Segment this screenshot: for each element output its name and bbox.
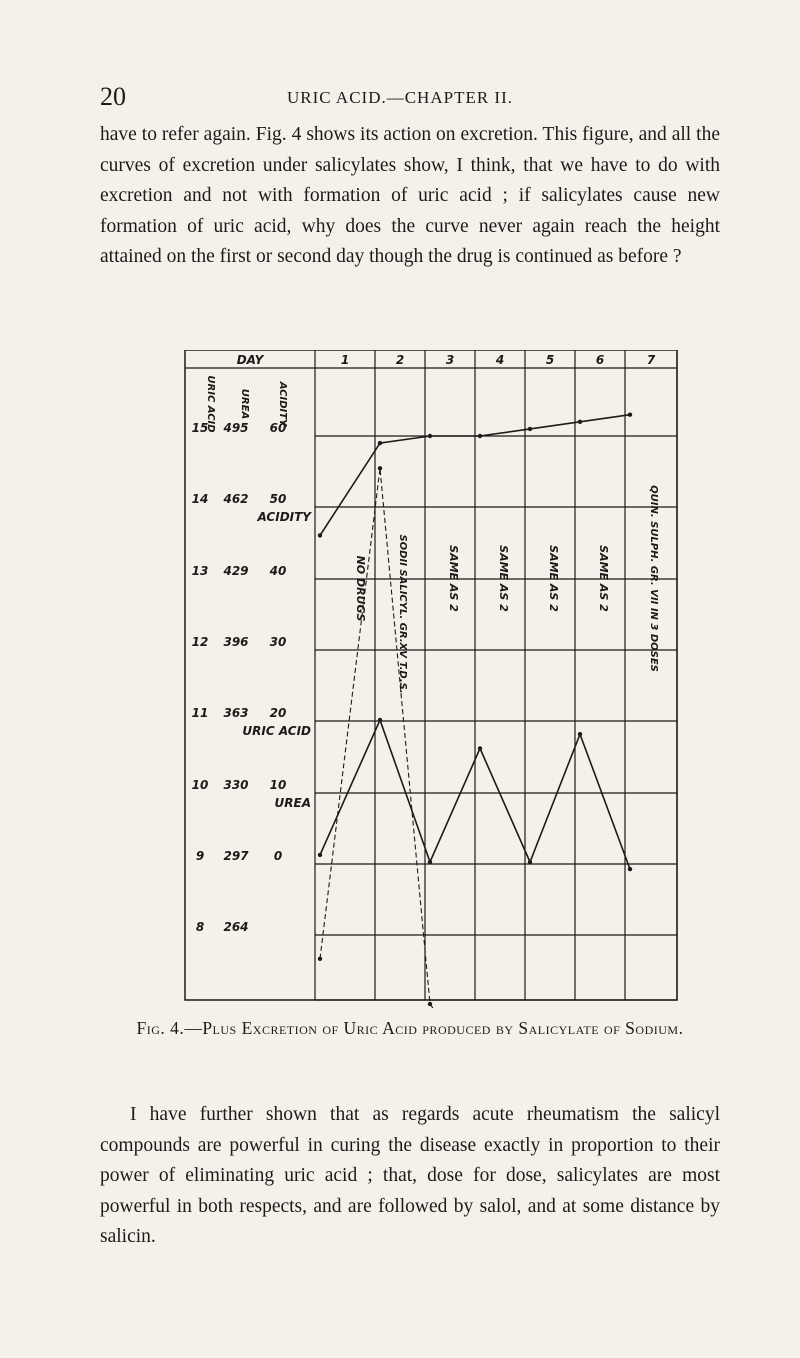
urea-tick: 462 bbox=[223, 492, 249, 506]
annotation-day-3: SAME AS 2 bbox=[447, 545, 460, 612]
axis-header-1: UREA bbox=[239, 388, 250, 420]
uric-tick: 9 bbox=[195, 849, 205, 863]
figure-caption bbox=[100, 1015, 720, 1041]
caption-prefix: Fig. 4. bbox=[136, 1018, 185, 1038]
uric-tick: 10 bbox=[191, 778, 209, 792]
urea-tick: 330 bbox=[223, 778, 249, 792]
annotation-day-2: SODII SALICYL. GR.XV T.D.S. bbox=[397, 534, 408, 694]
day-label-5: 5 bbox=[545, 353, 555, 367]
acidity-tick: 10 bbox=[269, 778, 287, 792]
series-point-1 bbox=[628, 867, 632, 871]
page-number: 20 bbox=[100, 82, 126, 111]
uric-tick: 14 bbox=[191, 492, 209, 506]
figure-4-chart bbox=[180, 350, 680, 1010]
series-point-0 bbox=[428, 434, 432, 438]
series-point-0 bbox=[318, 533, 322, 537]
annotation-day-7: QUIN. SULPH. GR. VII IN 3 DOSES bbox=[648, 485, 659, 672]
series-point-0 bbox=[528, 427, 532, 431]
day-label-4: 4 bbox=[495, 353, 505, 367]
urea-tick: 363 bbox=[223, 706, 249, 720]
day-label-2: 2 bbox=[395, 353, 405, 367]
acidity-tick: 0 bbox=[273, 849, 283, 863]
urea-tick: 429 bbox=[223, 564, 249, 578]
uric-tick: 11 bbox=[191, 706, 209, 720]
uric-tick: 13 bbox=[191, 564, 209, 578]
urea-tick: 264 bbox=[223, 920, 249, 934]
series-point-1 bbox=[578, 732, 582, 736]
acidity-tick: 50 bbox=[269, 492, 287, 506]
series-point-2 bbox=[318, 957, 322, 961]
urea-tick: 297 bbox=[223, 849, 249, 863]
uric-acid-curve-label: URIC ACID bbox=[242, 724, 311, 738]
uric-tick: 12 bbox=[191, 635, 209, 649]
series-point-1 bbox=[378, 718, 382, 722]
annotation-day-1: NO DRUGS bbox=[354, 555, 367, 622]
acidity-tick: 30 bbox=[269, 635, 287, 649]
uric-acid-excretion-chart bbox=[180, 350, 680, 1010]
series-point-0 bbox=[628, 413, 632, 417]
annotation-day-4: SAME AS 2 bbox=[497, 545, 510, 612]
axis-header-0: URIC ACID bbox=[205, 375, 216, 433]
chart-frame bbox=[185, 350, 677, 1000]
series-point-0 bbox=[378, 441, 382, 445]
series-point-1 bbox=[318, 853, 322, 857]
running-head: URIC ACID.—CHAPTER II. bbox=[286, 88, 513, 107]
annotation-day-6: SAME AS 2 bbox=[597, 545, 610, 612]
axis-header-2: ACIDITY bbox=[277, 381, 288, 427]
day-label-3: 3 bbox=[445, 353, 455, 367]
day-label-1: 1 bbox=[340, 353, 350, 367]
caption-text: —Plus Excretion of Uric Acid produced by Salicylate of Sodium. bbox=[184, 1018, 684, 1038]
day-label-7: 7 bbox=[646, 353, 656, 367]
series-point-2 bbox=[378, 466, 382, 470]
series-point-0 bbox=[578, 420, 582, 424]
uric-tick: 8 bbox=[195, 920, 205, 934]
series-point-1 bbox=[478, 746, 482, 750]
series-point-1 bbox=[428, 860, 432, 864]
uric-tick: 15 bbox=[191, 421, 209, 435]
intro-paragraph: have to refer again. Fig. 4 shows its action on excretion. This figure, and all the curves of excretion under salicylates show, I think, that we have to do with excretion and not with formation of uric acid ; if salicylates cause new formation of uric acid, why does the curve never again reach the height attained on the first or second day though the drug is continued as before ? bbox=[100, 124, 720, 267]
urea-curve-label: UREA bbox=[274, 796, 311, 810]
day-header: DAY bbox=[236, 353, 264, 367]
series-point-1 bbox=[528, 860, 532, 864]
acidity-tick: 20 bbox=[269, 706, 287, 720]
urea-tick: 495 bbox=[223, 421, 249, 435]
series-point-2 bbox=[428, 1002, 432, 1006]
acidity-tick: 40 bbox=[269, 564, 287, 578]
acidity-tick: 60 bbox=[269, 421, 287, 435]
urea-tick: 396 bbox=[223, 635, 249, 649]
annotation-day-5: SAME AS 2 bbox=[547, 545, 560, 612]
series-point-0 bbox=[478, 434, 482, 438]
acidity-curve-label: ACIDITY bbox=[257, 510, 311, 524]
day-label-6: 6 bbox=[595, 353, 605, 367]
closing-paragraph: I have further shown that as regards acute rheumatism the salicyl compounds are powerful in curing the disease exactly in proportion to their power of eliminating uric acid ; that, dose for dose, salicylates are most powerful in both respects, and are followed by salol, and at some distance by salicin. bbox=[100, 1104, 720, 1247]
